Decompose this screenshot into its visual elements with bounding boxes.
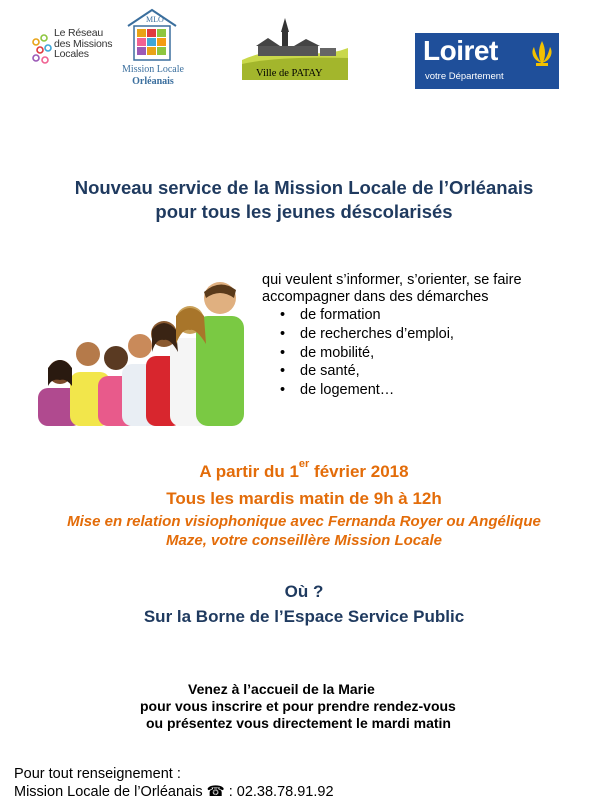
contact-heading: Pour tout renseignement : <box>14 766 181 782</box>
logo-loiret <box>415 33 559 89</box>
location-answer: Sur la Borne de l’Espace Service Public <box>143 607 465 626</box>
list-item: • de mobilité, <box>262 344 454 363</box>
list-item: • de recherches d’emploi, <box>262 325 454 344</box>
list-item: • de logement… <box>262 381 454 400</box>
patay-label: Ville de PATAY <box>256 68 323 79</box>
logo-reseau-missions-locales <box>30 28 120 72</box>
intro-line2: accompagner dans des démarches <box>262 289 489 305</box>
location-question: Où ? <box>284 582 324 601</box>
intro-line1: qui veulent s’informer, s’orienter, se faire <box>262 272 522 288</box>
invitation-line3: ou présentez vous directement le mardi matin <box>146 715 451 731</box>
logo-mission-locale-orleanais <box>110 6 196 90</box>
logo-ville-de-patay <box>238 18 352 84</box>
contact-details <box>14 784 334 800</box>
loiret-tagline: votre Département <box>425 71 504 82</box>
reseau-line3: Locales <box>54 48 89 60</box>
schedule-days: Tous les mardis matin de 9h à 12h <box>166 489 442 508</box>
mission-locale-roof-text: MLO <box>146 15 164 24</box>
mission-locale-house-icon <box>124 6 180 64</box>
start-date <box>0 458 608 482</box>
contact-org: Mission Locale de l’Orléanais <box>14 784 203 800</box>
main-title-line2: pour tous les jeunes déscolarisés <box>155 201 453 222</box>
contact-phone: : 02.38.78.91.92 <box>224 784 334 800</box>
logo-bar <box>0 0 608 100</box>
loiret-name: Loiret <box>423 35 498 66</box>
start-date-sup: er <box>298 458 310 470</box>
list-item: • de formation <box>262 306 454 325</box>
phone-icon: ☎ <box>206 784 225 800</box>
invitation-line2: pour vous inscrire et pour prendre rendez-vous <box>140 698 456 714</box>
fleur-de-lys-icon <box>528 39 556 73</box>
mission-locale-line1: Mission Locale <box>122 64 184 75</box>
start-date-prefix: A partir du 1 <box>199 462 299 481</box>
reseau-dots-icon <box>30 32 54 68</box>
start-date-suffix: février 2018 <box>309 462 409 481</box>
demarches-list <box>262 306 454 400</box>
young-people-photo <box>36 268 254 426</box>
list-item: • de santé, <box>262 362 454 381</box>
invitation-line1: Venez à l’accueil de la Marie <box>188 681 375 697</box>
mission-locale-line2: Orléanais <box>132 76 174 87</box>
reseau-line1: Le Réseau <box>54 27 103 39</box>
main-title-line1: Nouveau service de la Mission Locale de l’Orléanais <box>74 177 534 198</box>
schedule-detail-line1: Mise en relation visiophonique avec Fernanda Royer ou Angélique <box>67 513 541 530</box>
reseau-line2: des Missions <box>54 37 113 50</box>
schedule-detail-line2: Maze, votre conseillère Mission Locale <box>166 532 442 549</box>
